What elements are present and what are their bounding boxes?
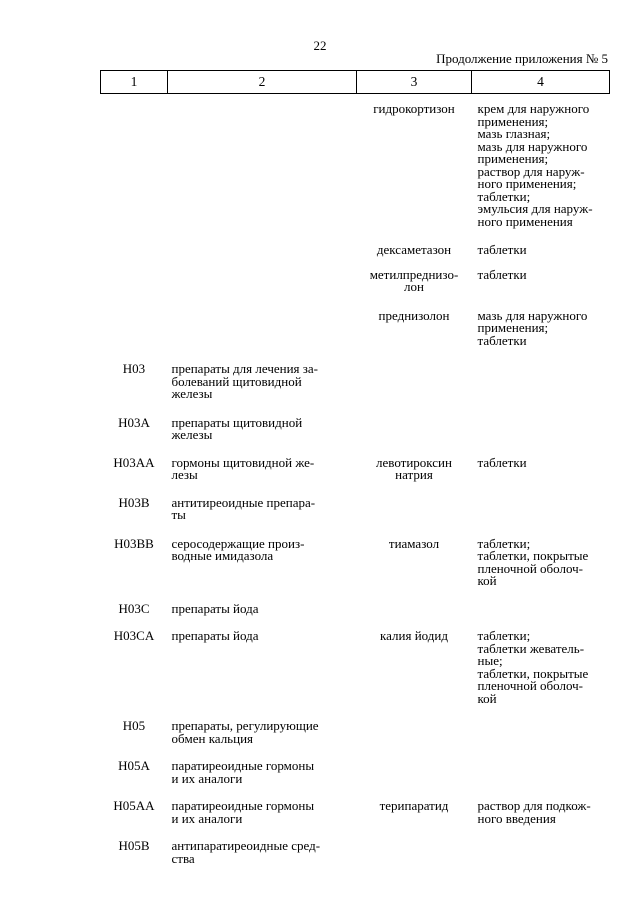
table-row bbox=[101, 705, 610, 745]
atc-code-cell: H05AA bbox=[113, 798, 155, 813]
dosage-form-cell: крем для наружного применения; мазь глазная; мазь для наружного применения; раствор для наруж- ного применения; таблетки; эмульсия для наруж- ного применения bbox=[477, 101, 593, 229]
column-header-2: 2 bbox=[168, 71, 357, 94]
dosage-form-cell: таблетки; таблетки жеватель- ные; таблетки, покрытые пленочной оболоч- кой bbox=[477, 628, 589, 706]
anatomical-group-cell: гормоны щитовидной же- лезы bbox=[171, 454, 315, 482]
atc-code-cell: H03A bbox=[118, 414, 150, 430]
dosage-form-cell: таблетки bbox=[477, 266, 527, 282]
dosage-form-cell bbox=[472, 588, 610, 616]
dosage-form-cell bbox=[472, 401, 610, 442]
dosage-form-cell bbox=[472, 482, 610, 522]
dosage-form-cell: таблетки; таблетки, покрытые пленочной оболоч- кой bbox=[477, 535, 589, 588]
drug-name-cell bbox=[357, 588, 472, 616]
dosage-form-cell bbox=[472, 347, 610, 401]
drug-name-cell: метилпреднизо- лон bbox=[369, 266, 459, 294]
atc-code-cell: H03CA bbox=[113, 628, 155, 643]
atc-code-cell bbox=[101, 257, 168, 294]
anatomical-group-cell bbox=[168, 294, 357, 348]
table-row bbox=[101, 522, 610, 588]
column-header-4: 4 bbox=[472, 71, 610, 94]
table-header-row bbox=[101, 71, 610, 94]
drug-name-cell: калия йодид bbox=[380, 628, 448, 643]
atc-code-cell: H03B bbox=[118, 494, 150, 510]
atc-code-cell: H05A bbox=[118, 758, 150, 773]
anatomical-group-cell bbox=[168, 94, 357, 229]
page-number: 22 bbox=[313, 38, 327, 53]
anatomical-group-cell: серосодержащие произ- водные имидазола bbox=[171, 535, 305, 563]
dosage-form-cell: таблетки bbox=[477, 454, 527, 470]
drug-name-cell bbox=[357, 745, 472, 785]
table-row bbox=[101, 745, 610, 785]
table-row bbox=[101, 825, 610, 865]
anatomical-group-cell bbox=[168, 257, 357, 294]
drug-name-cell bbox=[357, 705, 472, 745]
atc-code-cell bbox=[101, 294, 168, 348]
dosage-form-cell bbox=[472, 705, 610, 745]
atc-code-cell bbox=[101, 94, 168, 229]
anatomical-group-cell bbox=[168, 228, 357, 257]
dosage-form-cell: таблетки bbox=[477, 242, 527, 257]
drug-name-cell: терипаратид bbox=[379, 798, 449, 813]
table-body bbox=[101, 94, 610, 866]
drug-name-cell: дексаметазон bbox=[376, 242, 452, 257]
dosage-form-cell bbox=[472, 825, 610, 865]
drug-name-cell bbox=[357, 482, 472, 522]
anatomical-group-cell: антитиреоидные препара- ты bbox=[171, 494, 316, 522]
table-row bbox=[101, 401, 610, 442]
table-row bbox=[101, 228, 610, 257]
atc-code-cell: H05B bbox=[118, 838, 150, 853]
drug-name-cell: тиамазол bbox=[388, 535, 440, 551]
anatomical-group-cell: препараты йода bbox=[171, 600, 259, 616]
column-header-3: 3 bbox=[357, 71, 472, 94]
continuation-label: Продолжение приложения № 5 bbox=[436, 51, 608, 66]
atc-code-cell: H03C bbox=[118, 600, 150, 616]
table-row bbox=[101, 615, 610, 705]
atc-code-cell bbox=[101, 228, 168, 257]
drug-name-cell: преднизолон bbox=[378, 307, 450, 323]
table-row bbox=[101, 94, 610, 229]
anatomical-group-cell: препараты щитовидной железы bbox=[171, 414, 303, 442]
drug-name-cell: левотироксин натрия bbox=[376, 454, 452, 482]
drug-name-cell bbox=[357, 825, 472, 865]
drug-name-cell bbox=[357, 347, 472, 401]
drug-name-cell bbox=[357, 401, 472, 442]
drug-table bbox=[100, 70, 610, 865]
atc-code-cell: H05 bbox=[122, 718, 146, 733]
atc-code-cell: H03BB bbox=[114, 535, 154, 551]
table-row bbox=[101, 442, 610, 482]
table-row bbox=[101, 294, 610, 348]
dosage-form-cell: мазь для наружного применения; таблетки bbox=[477, 307, 588, 348]
atc-code-cell: H03 bbox=[122, 361, 146, 376]
anatomical-group-cell: антипаратиреоидные сред- ства bbox=[171, 838, 321, 866]
anatomical-group-cell: паратиреоидные гормоны и их аналоги bbox=[171, 758, 315, 786]
dosage-form-cell: раствор для подкож- ного введения bbox=[477, 798, 591, 826]
anatomical-group-cell: препараты для лечения за- болеваний щитовидной железы bbox=[171, 361, 319, 401]
dosage-form-cell bbox=[472, 745, 610, 785]
table-row bbox=[101, 588, 610, 616]
table-row bbox=[101, 785, 610, 825]
anatomical-group-cell: препараты, регулирующие обмен кальция bbox=[171, 718, 319, 746]
atc-code-cell: H03AA bbox=[113, 454, 155, 470]
drug-name-cell: гидрокортизон bbox=[373, 101, 455, 116]
column-header-1: 1 bbox=[101, 71, 168, 94]
table-row bbox=[101, 347, 610, 401]
table-row bbox=[101, 482, 610, 522]
table-row bbox=[101, 257, 610, 294]
anatomical-group-cell: препараты йода bbox=[171, 628, 259, 643]
anatomical-group-cell: паратиреоидные гормоны и их аналоги bbox=[171, 798, 315, 826]
